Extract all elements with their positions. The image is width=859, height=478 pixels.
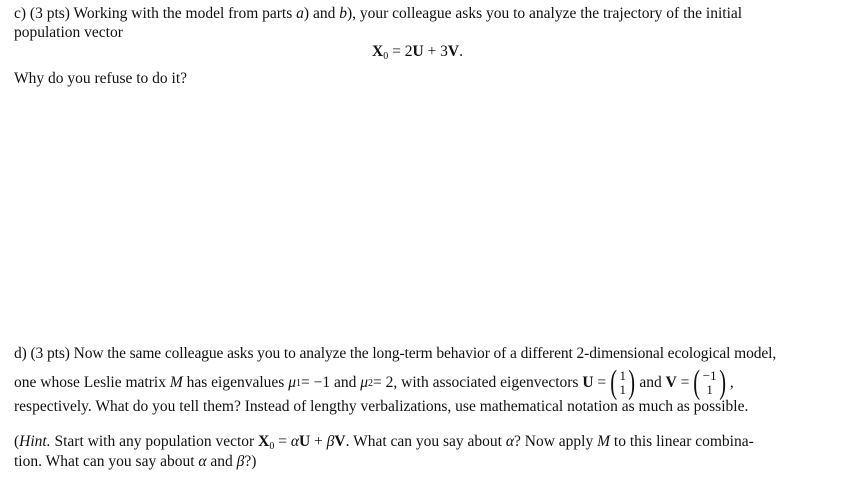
part-c-line-2: population vector <box>14 24 123 41</box>
part-c-question: Why do you refuse to do it? <box>14 70 188 87</box>
text: c) (3 pts) Working with the model from parts a) and b), your colleague asks you to analyze the trajectory of the initial <box>14 5 743 22</box>
part-d-line-2: one whose Leslie matrix M has eigenvalues μ 1 = −1 and μ 2 = 2, with associated eigenvectors U = ( 1 1 ) and V = ( −1 1 ) , <box>14 364 734 401</box>
part-d-line-1: d) (3 pts) Now the same colleague asks you to analyze the long-term behavior of a different 2-dimensional ecological model, <box>14 345 777 362</box>
eigenvector-u: ( 1 1 ) <box>610 364 636 401</box>
eigenvector-v: ( −1 1 ) <box>693 364 726 401</box>
hint-line-2: tion. What can you say about α and β?) <box>14 453 257 470</box>
initial-vector-formula: $X_0 = 2U + 3V$. <box>372 43 463 62</box>
part-d-line-3: respectively. What do you tell them? Instead of lengthy verbalizations, use mathematical notation as much as possible. <box>14 398 749 415</box>
hint-line-1: (Hint. Start with any population vector $X_0 = \alpha U + \beta V$. What can you say about α? Now apply M to this linear combina- <box>14 433 754 452</box>
part-c-line-1 <box>14 5 832 23</box>
